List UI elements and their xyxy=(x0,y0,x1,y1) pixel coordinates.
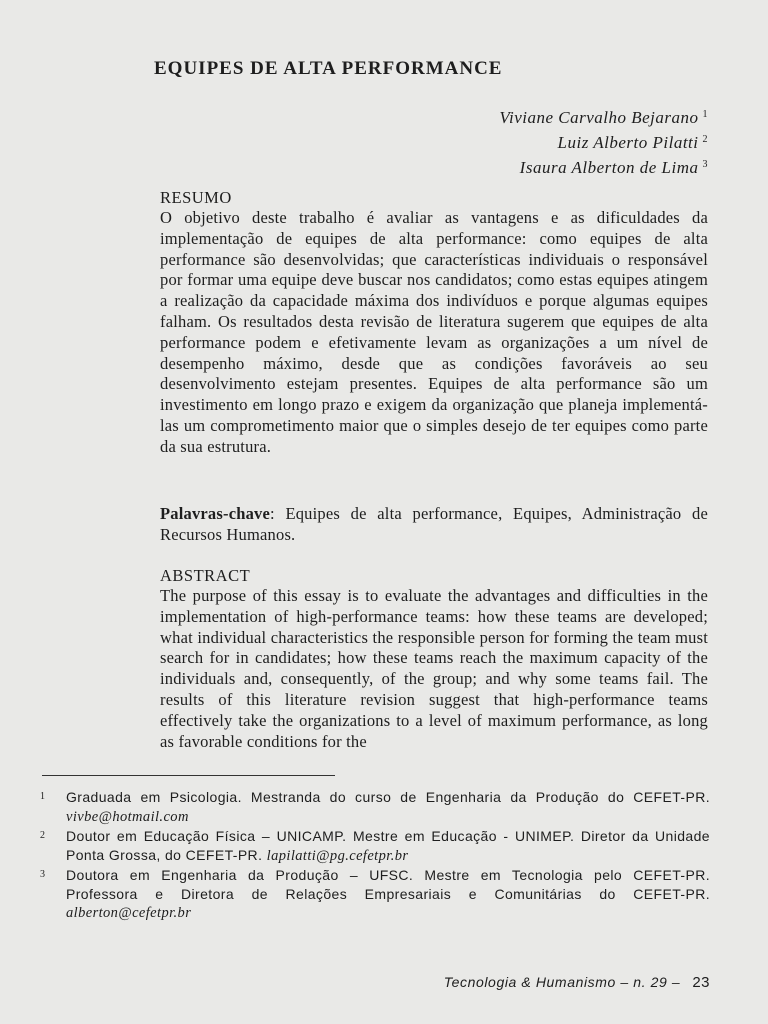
footnote-text: Doutora em Engenharia da Produção – UFSC. Mestre em Tecnologia pelo CEFET-PR. Professora e Diretora de Relações Empresariais e Comunitárias do CEFET-PR. xyxy=(66,867,710,902)
footnote-email: alberton@cefetpr.br xyxy=(66,905,192,921)
footnote-text: Doutor em Educação Física – UNICAMP. Mestre em Educação - UNIMEP. Diretor da Unidade Ponta Grossa, do CEFET-PR. xyxy=(66,828,710,863)
resumo-text: O objetivo deste trabalho é avaliar as vantagens e as dificuldades da implementação de equipes de alta performance: como equipes de alta performance são desenvolvidas; que características individuais o responsável por formar uma equipe deve buscar nos candidatos; como estas equipes atingem a realização da capacidade máxima dos indivíduos e porque algumas equipes falham. Os resultados desta revisão de literatura sugerem que equipes de alta performance podem e efetivamente levam as organizações a um nível de desempenho máximo, desde que as condições favoráveis ao seu desenvolvimento estejam presentes. Equipes de alta performance são um investimento em longo prazo e exigem da organização que planeja implementá-las um comprometimento maior que o simples desejo de ter equipes como parte da sua estrutura. xyxy=(160,208,708,456)
keywords-colon: : xyxy=(270,504,286,523)
footnote-number: 2 xyxy=(40,830,46,841)
keywords-label: Palavras-chave xyxy=(160,504,271,523)
footnote xyxy=(36,827,710,865)
author-line xyxy=(499,129,708,154)
abstract-text: The purpose of this essay is to evaluate the advantages and difficulties in the implementation of high-performance teams: how these teams are developed; what individual characteristics the responsible person for forming the team must search for in candidates; how these teams reach the maximum capacity of the individuals and, consequently, of the group; and why some teams fail. The results of this literature revision suggest that high-performance teams effectively take the organizations to a level of maximum performance, as long as favorable conditions for the xyxy=(160,586,708,751)
author-ref: 3 xyxy=(702,159,708,170)
author-name: Viviane Carvalho Bejarano xyxy=(499,108,699,127)
keywords-paragraph xyxy=(160,504,708,546)
article-title: EQUIPES DE ALTA PERFORMANCE xyxy=(154,58,503,79)
keywords-text: Equipes de alta performance, Equipes, Administração de Recursos Humanos. xyxy=(160,504,708,544)
footnote-email: vivbe@hotmail.com xyxy=(66,808,189,825)
author-ref: 1 xyxy=(702,109,708,120)
footnote-divider xyxy=(42,775,335,776)
abstract-heading: ABSTRACT xyxy=(160,566,251,585)
author-name: Luiz Alberto Pilatti xyxy=(557,133,699,152)
author-list xyxy=(499,104,708,179)
resumo-heading: RESUMO xyxy=(160,188,232,207)
journal-name: Tecnologia & Humanismo – n. 29 – xyxy=(443,974,681,990)
footnote-text: Graduada em Psicologia. Mestranda do curso de Engenharia da Produção do CEFET-PR. xyxy=(66,789,710,805)
page-number: 23 xyxy=(692,974,710,991)
footnote-number: 3 xyxy=(40,869,46,880)
abstract-section xyxy=(160,565,708,752)
page-footer xyxy=(444,974,710,991)
footnote-number: 1 xyxy=(40,791,46,802)
author-name: Isaura Alberton de Lima xyxy=(519,158,699,177)
resumo-section xyxy=(160,187,708,458)
author-ref: 2 xyxy=(702,134,708,145)
author-line xyxy=(499,154,708,179)
footnote xyxy=(36,788,710,826)
author-line xyxy=(499,104,708,129)
footnotes xyxy=(36,788,710,924)
footnote-email: lapilatti@pg.cefetpr.br xyxy=(266,847,409,864)
footnote xyxy=(36,866,710,923)
